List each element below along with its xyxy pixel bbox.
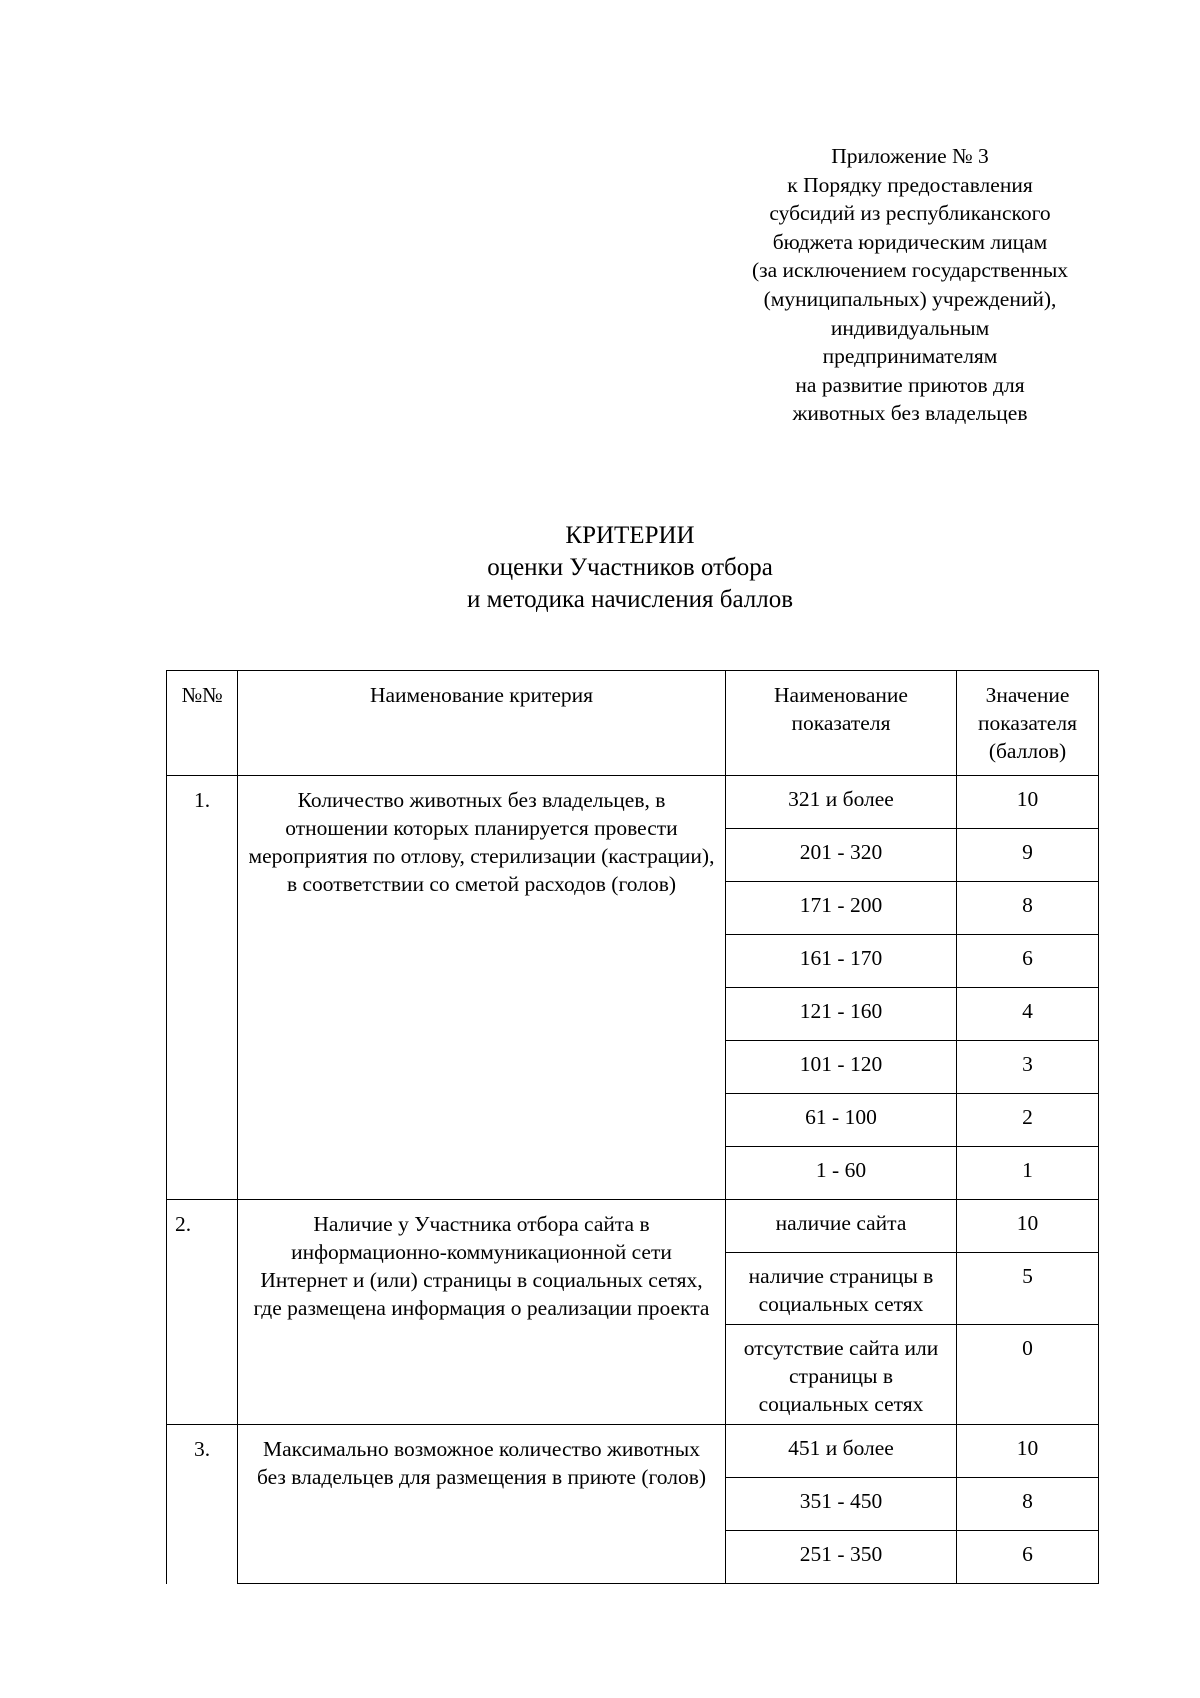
indicator-cell: 251 - 350: [726, 1531, 957, 1584]
indicator-cell: 321 и более: [726, 776, 957, 829]
document-title: [250, 520, 1010, 616]
criterion-name: Наличие у Участника отбора сайта в информационно-коммуникационной сети Интернет и (или) страницы в социальных сетях, где размещена информация о реализации проекта: [238, 1200, 726, 1425]
value-cell: 8: [957, 882, 1099, 935]
appendix-line: к Порядку предоставления: [787, 172, 1033, 197]
table-row: [167, 1200, 1099, 1253]
indicator-cell: 161 - 170: [726, 935, 957, 988]
indicator-cell: 61 - 100: [726, 1094, 957, 1147]
criterion-number: 1.: [167, 776, 238, 1200]
criterion-number: 2.: [167, 1200, 238, 1425]
table-row: [167, 776, 1099, 829]
indicator-cell: 121 - 160: [726, 988, 957, 1041]
indicator-cell: наличие сайта: [726, 1200, 957, 1253]
value-cell: 0: [957, 1325, 1099, 1425]
header-value: Значение показателя (баллов): [957, 671, 1099, 776]
criterion-number: 3.: [167, 1425, 238, 1584]
value-cell: 10: [957, 776, 1099, 829]
title-subtitle: оценки Участников отбора: [487, 554, 773, 581]
value-cell: 3: [957, 1041, 1099, 1094]
value-cell: 6: [957, 935, 1099, 988]
appendix-line: бюджета юридическим лицам: [772, 229, 1048, 254]
appendix-heading: [690, 142, 1130, 428]
title-subtitle: и методика начисления баллов: [466, 586, 794, 613]
appendix-line: животных без владельцев: [792, 401, 1028, 426]
appendix-line: на развитие приютов для: [795, 372, 1025, 397]
value-cell: 6: [957, 1531, 1099, 1584]
title-main: КРИТЕРИИ: [565, 522, 695, 549]
indicator-cell: 171 - 200: [726, 882, 957, 935]
value-cell: 5: [957, 1253, 1099, 1325]
criterion-name: Количество животных без владельцев, в отношении которых планируется провести мероприятия по отлову, стерилизации (кастрации), в соответствии со сметой расходов (голов): [238, 776, 726, 1200]
header-indicator: Наименование показателя: [726, 671, 957, 776]
value-cell: 10: [957, 1200, 1099, 1253]
value-cell: 1: [957, 1147, 1099, 1200]
header-criterion: Наименование критерия: [238, 671, 726, 776]
appendix-line: субсидий из республиканского: [769, 201, 1051, 226]
table-header-row: [167, 671, 1099, 776]
value-cell: 10: [957, 1425, 1099, 1478]
criterion-name: Максимально возможное количество животных без владельцев для размещения в приюте (голов): [238, 1425, 726, 1584]
appendix-line: (за исключением государственных: [751, 258, 1069, 283]
indicator-cell: наличие страницы в социальных сетях: [726, 1253, 957, 1325]
indicator-cell: 201 - 320: [726, 829, 957, 882]
criteria-table: [166, 670, 1099, 1584]
appendix-line: (муниципальных) учреждений),: [763, 286, 1057, 311]
indicator-cell: 101 - 120: [726, 1041, 957, 1094]
table-row: [167, 1425, 1099, 1478]
value-cell: 2: [957, 1094, 1099, 1147]
indicator-cell: 1 - 60: [726, 1147, 957, 1200]
header-num: №№: [167, 671, 238, 776]
appendix-line: индивидуальным: [830, 315, 990, 340]
indicator-cell: 351 - 450: [726, 1478, 957, 1531]
indicator-cell: 451 и более: [726, 1425, 957, 1478]
value-cell: 9: [957, 829, 1099, 882]
appendix-line: Приложение № 3: [831, 144, 989, 168]
value-cell: 4: [957, 988, 1099, 1041]
appendix-line: предпринимателям: [822, 344, 998, 369]
indicator-cell: отсутствие сайта или страницы в социальных сетях: [726, 1325, 957, 1425]
value-cell: 8: [957, 1478, 1099, 1531]
